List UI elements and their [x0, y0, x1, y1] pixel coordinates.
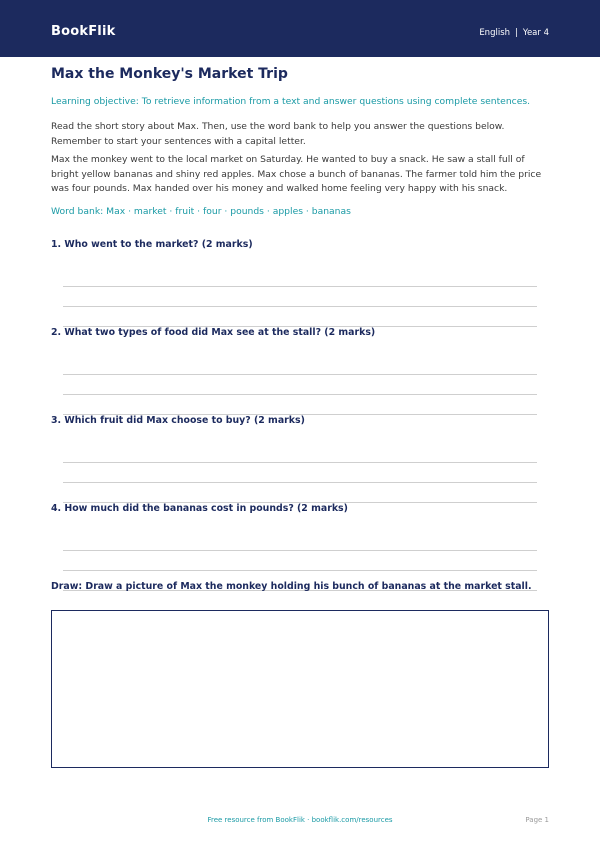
question-3: 3. Which fruit did Max choose to buy? (2 marks)	[51, 415, 305, 426]
subject-label: English	[479, 28, 511, 38]
brand-logo: BookFlik	[51, 24, 116, 39]
footer-credit: Free resource from BookFlik · bookflik.com/resources	[207, 816, 393, 824]
year-label: Year 4	[522, 28, 549, 38]
answer-line-1a[interactable]	[63, 286, 537, 287]
answer-line-4a[interactable]	[63, 550, 537, 551]
answer-line-3a[interactable]	[63, 462, 537, 463]
meta-separator: |	[515, 28, 518, 38]
story-text: Max the monkey went to the local market on Saturday. He wanted to buy a snack. He saw a stall full of bright yellow bananas and shiny red apples. Max chose a bunch of bananas. The farmer told him the price was four pounds. Max handed over his money and walked home feeling very happy with his snack.	[51, 154, 542, 194]
instructions-text: Read the short story about Max. Then, use the word bank to help you answer the questions below. Remember to start your sentences with a capital letter.	[51, 121, 505, 147]
header-bar	[0, 0, 600, 57]
answer-line-2a[interactable]	[63, 374, 537, 375]
worksheet-title: Max the Monkey's Market Trip	[51, 66, 288, 82]
learning-objective: Learning objective: To retrieve information from a text and answer questions using complete sentences.	[51, 96, 531, 107]
answer-line-4b[interactable]	[63, 570, 537, 571]
answer-line-3b[interactable]	[63, 482, 537, 483]
draw-task-heading: Draw: Draw a picture of Max the monkey holding his bunch of bananas at the market stall.	[51, 581, 532, 592]
question-2: 2. What two types of food did Max see at the stall? (2 marks)	[51, 327, 376, 338]
drawing-box[interactable]	[51, 610, 549, 768]
page-number: Page 1	[525, 816, 549, 824]
question-1: 1. Who went to the market? (2 marks)	[51, 239, 253, 250]
question-4: 4. How much did the bananas cost in pounds? (2 marks)	[51, 503, 348, 514]
word-bank: Word bank: Max · market · fruit · four · pounds · apples · bananas	[51, 206, 351, 217]
answer-line-2b[interactable]	[63, 394, 537, 395]
header-meta	[479, 28, 549, 38]
answer-line-1b[interactable]	[63, 306, 537, 307]
